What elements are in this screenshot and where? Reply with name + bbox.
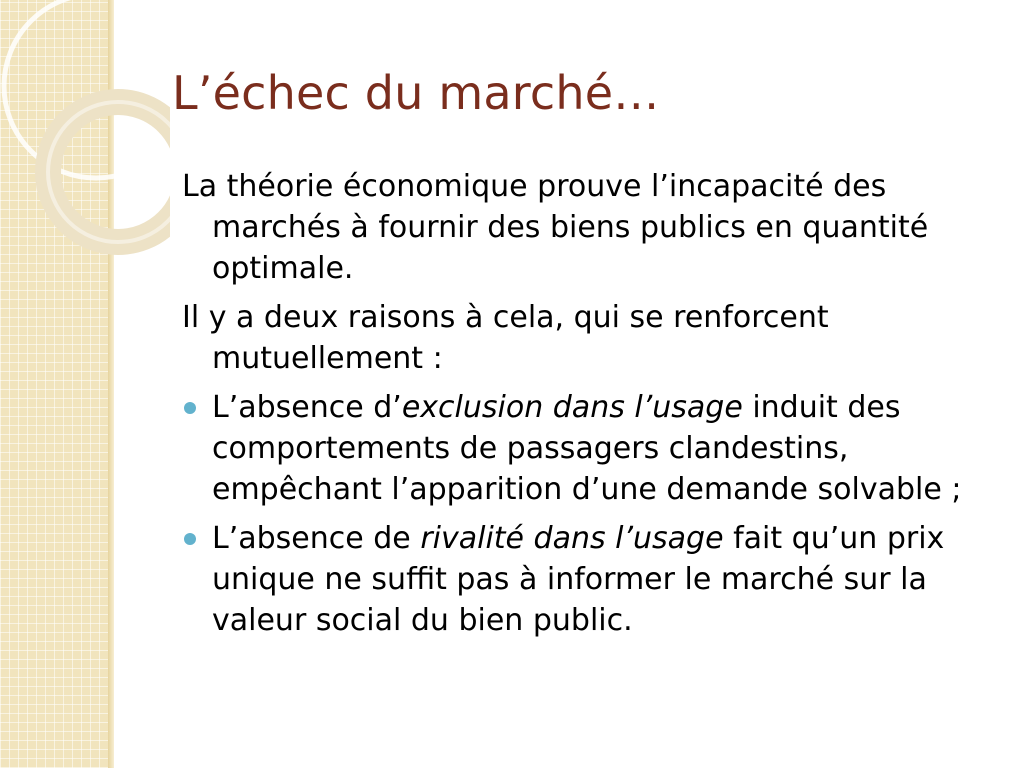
bullet-text-after: induit des comportements de passagers clandestins, empêchant l’apparition d’une demande solvable ; [212,390,962,507]
bullet-text-before: L’absence de [212,521,421,556]
slide-title: L’échec du marché… [172,66,660,120]
bullet-dot-icon [184,402,196,414]
decorative-rings [0,0,170,260]
bullet-emphasis: exclusion dans l’usage [401,390,743,425]
body-paragraph-1: La théorie économique prouve l’incapacité des marchés à fournir des biens publics en quantité optimale. [182,169,929,286]
bullet-emphasis: rivalité dans l’usage [420,521,724,556]
bullet-text-after: fait qu’un prix unique ne suffit pas à informer le marché sur la valeur social du bien public. [212,521,945,638]
body-paragraph-2: Il y a deux raisons à cela, qui se renforcent mutuellement : [182,300,829,376]
bullet-item-rivalry [182,518,982,641]
slide-body [182,166,982,641]
bullet-text-before: L’absence d’ [212,390,402,425]
decorative-ring-large [4,0,170,178]
bullet-dot-icon [184,533,196,545]
bullet-item-exclusion [182,387,982,510]
